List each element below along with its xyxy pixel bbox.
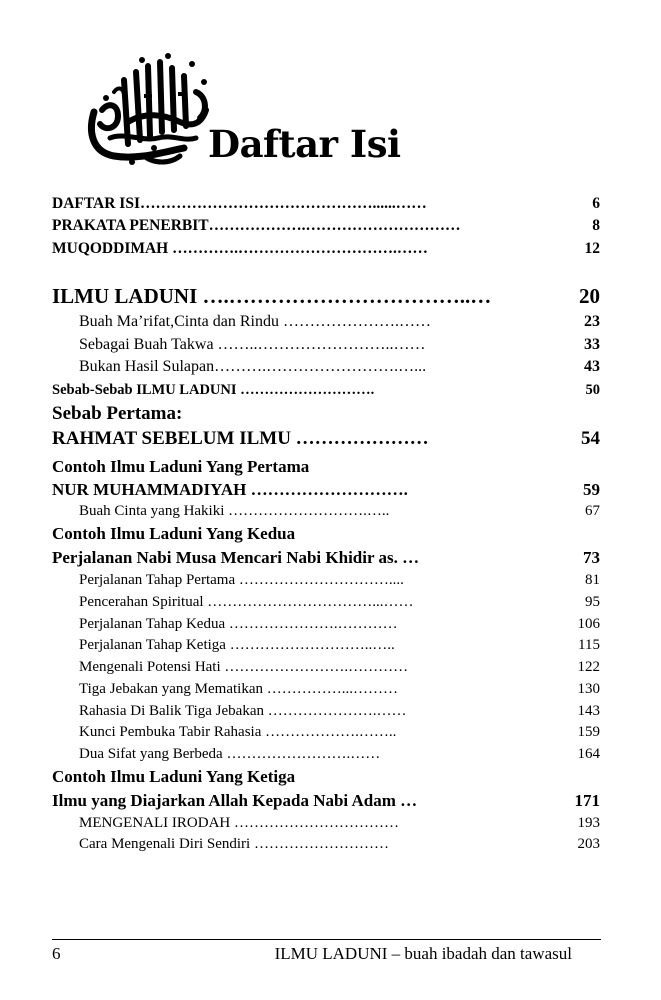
toc-entry-page: 171 bbox=[574, 791, 600, 810]
toc-entry-page: 159 bbox=[577, 724, 600, 740]
toc-entry-label: Sebab Pertama: bbox=[52, 403, 183, 424]
toc-entry-label: Contoh Ilmu Laduni Yang Pertama bbox=[52, 457, 310, 476]
footer-running-title: ILMU LADUNI – buah ibadah dan tawasul bbox=[274, 944, 572, 963]
toc-entry-label: Rahasia Di Balik Tiga Jebakan ………………….…… bbox=[79, 703, 407, 719]
toc-entry-page: 6 bbox=[592, 195, 600, 212]
toc-entry-label: NUR MUHAMMADIYAH ………………………. bbox=[52, 480, 408, 499]
toc-entry-label: PRAKATA PENERBIT……………….………………………… bbox=[52, 217, 461, 234]
toc-entry-label: Pencerahan Spiritual ……………………………...…… bbox=[79, 594, 414, 610]
toc-entry-label: RAHMAT SEBELUM ILMU ………………… bbox=[52, 428, 429, 449]
toc-entry-label: Perjalanan Tahap Kedua ………………….………… bbox=[79, 616, 398, 632]
toc-entry-page: 106 bbox=[577, 616, 600, 632]
toc-entry-page: 203 bbox=[577, 836, 600, 852]
toc-entry-label: Mengenali Potensi Hati …………………….………… bbox=[79, 659, 409, 675]
toc-entry-page: 23 bbox=[584, 313, 600, 330]
toc-entry-page: 143 bbox=[577, 703, 600, 719]
toc-entry-label: Tiga Jebakan yang Mematikan ……………...……… bbox=[79, 681, 398, 697]
toc-entry-page: 50 bbox=[585, 382, 600, 398]
toc-entry-page: 164 bbox=[577, 746, 600, 762]
toc-entry-page: 59 bbox=[583, 480, 600, 499]
toc-entry-page: 67 bbox=[585, 503, 600, 519]
toc-entry-page: 81 bbox=[585, 572, 600, 588]
toc-entry-page: 130 bbox=[577, 681, 600, 697]
toc-entry-label: Kunci Pembuka Tabir Rahasia ……………….…….. bbox=[79, 724, 397, 740]
toc-entry-label: Sebab-Sebab ILMU LADUNI ………………………. bbox=[52, 382, 375, 398]
toc-entry-page: 115 bbox=[578, 637, 600, 653]
toc-entry-label: Bukan Hasil Sulapan……….…………………….…... bbox=[79, 358, 427, 375]
toc-entry-label: Ilmu yang Diajarkan Allah Kepada Nabi Adam … bbox=[52, 791, 418, 810]
toc-entry-label: Contoh Ilmu Laduni Yang Kedua bbox=[52, 524, 296, 543]
toc-entry-label: Perjalanan Tahap Pertama ………………………….... bbox=[79, 572, 404, 588]
toc-entry-page: 122 bbox=[577, 659, 600, 675]
toc-entry-page: 20 bbox=[579, 284, 600, 308]
toc-entry-label: ILMU LADUNI ….……………………………..… bbox=[52, 284, 492, 308]
toc-entry-label: Perjalanan Tahap Ketiga ………………………..….. bbox=[79, 637, 395, 653]
toc-entry-page: 12 bbox=[584, 240, 600, 257]
toc-entry-label: Perjalanan Nabi Musa Mencari Nabi Khidir as. … bbox=[52, 548, 420, 567]
toc-entry-label: Contoh Ilmu Laduni Yang Ketiga bbox=[52, 767, 296, 786]
toc-entry-page: 73 bbox=[583, 548, 600, 567]
toc-entry-page: 193 bbox=[577, 815, 600, 831]
toc-entry-page: 33 bbox=[584, 336, 600, 353]
toc-entry-page: 54 bbox=[581, 428, 600, 449]
toc-entry-label: MENGENALI IRODAH …………………………… bbox=[79, 815, 399, 831]
toc-entry-label: DAFTAR ISI………………………………………......…… bbox=[52, 195, 427, 212]
toc-entry-page: 95 bbox=[585, 594, 600, 610]
footer-page-number: 6 bbox=[52, 944, 61, 963]
toc-entry-page: 8 bbox=[592, 217, 600, 234]
toc-entry-label: Dua Sifat yang Berbeda …………………….…… bbox=[79, 746, 381, 762]
toc-entry-page: 43 bbox=[584, 358, 600, 375]
toc-entry-label: Sebagai Buah Takwa ……..……………………..…… bbox=[79, 336, 426, 353]
toc-entry-label: Cara Mengenali Diri Sendiri ……………………… bbox=[79, 836, 389, 852]
toc-entry-label: Buah Cinta yang Hakiki ……………………….….. bbox=[79, 503, 390, 519]
page-title: Daftar Isi bbox=[208, 122, 401, 166]
toc-entry-label: MUQODDIMAH ………….………………………….…… bbox=[52, 240, 428, 257]
toc-entry-label: Buah Ma’rifat,Cinta dan Rindu ………………….…… bbox=[79, 313, 431, 330]
footer-rule bbox=[52, 939, 601, 940]
